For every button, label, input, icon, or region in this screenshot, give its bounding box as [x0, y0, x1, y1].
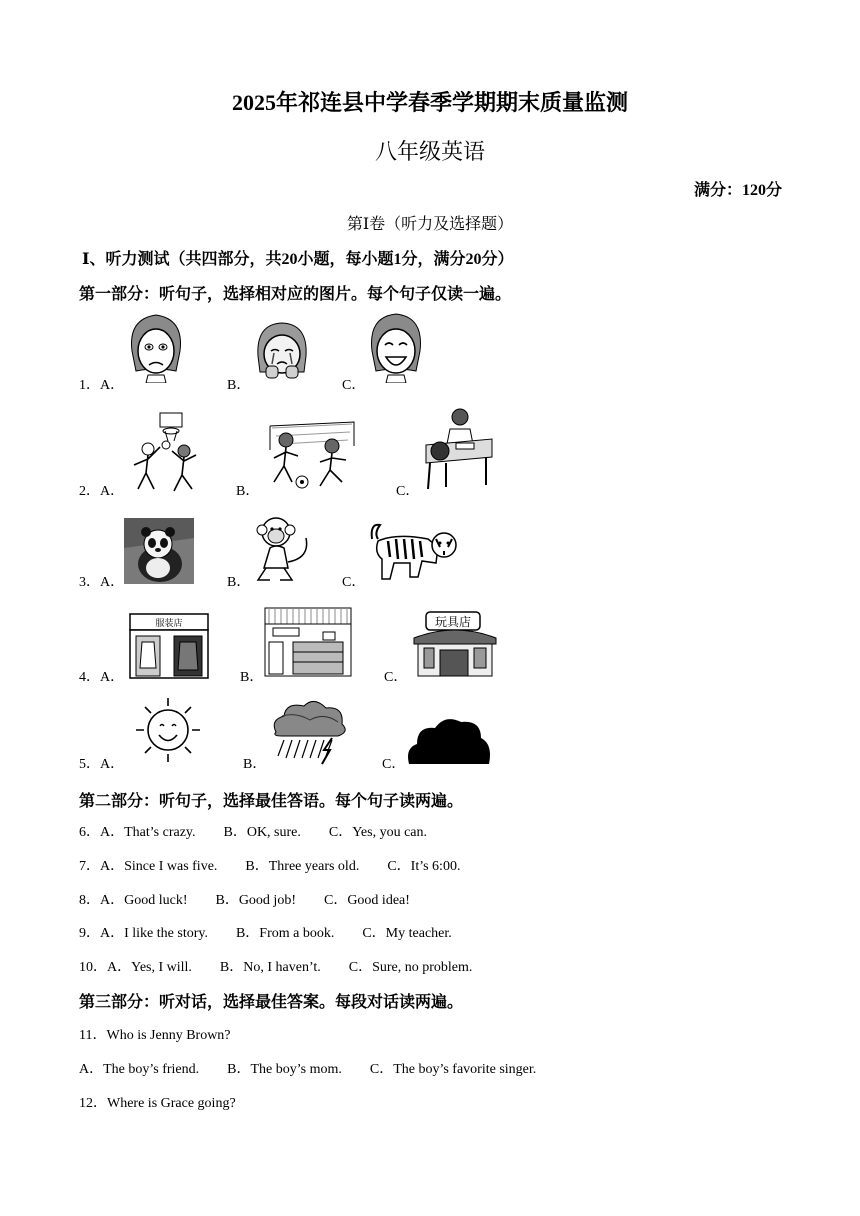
q5-label: 5．A． [79, 757, 125, 772]
q2-basketball-image [126, 411, 206, 493]
q6-item: 6．A．That’s crazy. B．OK, sure. C．Yes, you can. [79, 825, 428, 840]
q3-monkey-image [250, 514, 312, 584]
q9-item: 9．A．I like the story. B．From a book. C．My teacher. [79, 926, 452, 941]
q5-label-c: C． [382, 757, 406, 772]
q4-clothes-shop-image [128, 612, 210, 680]
part3-heading: 第三部分：听对话，选择最佳答案。每段对话读两遍。 [79, 994, 464, 1011]
exam-title: 2025年祁连县中学春季学期期末质量监测 [231, 90, 628, 115]
q8-item: 8．A．Good luck! B．Good job! C．Good idea! [79, 893, 410, 908]
q1-crying-girl-image [252, 320, 312, 382]
q3-label-c: C． [342, 575, 366, 590]
q2-soccer-image [262, 416, 362, 492]
q5-label-b: B． [243, 757, 267, 772]
q7-item: 7．A．Since I was five. B．Three years old. C．It’s 6:00. [79, 859, 461, 874]
q3-panda-image [124, 518, 194, 584]
q5-sunny-image [126, 694, 210, 766]
full-score: 满分：120分 [693, 182, 782, 199]
exam-subtitle: 八年级英语 [374, 139, 485, 164]
q2-label-c: C． [396, 484, 420, 499]
q4-bookstore-image [263, 606, 353, 678]
q3-label: 3．A． [79, 575, 125, 590]
q5-rainy-image [266, 696, 352, 766]
section-i-heading: Ⅰ、听力测试（共四部分，共20小题，每小题1分，满分20分） [82, 251, 514, 268]
part1-heading: 第一部分：听句子，选择相对应的图片。每个句子仅读一遍。 [79, 286, 512, 303]
q4-toy-shop-image [410, 604, 500, 678]
q1-label-c: C． [342, 378, 366, 393]
q3-tiger-image [366, 517, 460, 581]
shop-a-sign: 服装店 [155, 619, 183, 629]
q1-happy-girl-image [366, 311, 426, 383]
shop-c-sign: 玩具店 [434, 615, 472, 629]
q2-label: 2．A． [79, 484, 125, 499]
q1-sad-girl-image [126, 311, 186, 383]
q3-label-b: B． [227, 575, 251, 590]
q1-label: 1．A． [79, 378, 125, 393]
volume-heading: 第Ⅰ卷（听力及选择题） [346, 216, 514, 233]
q10-item: 10．A．Yes, I will. B．No, I haven’t. C．Sure, no problem. [79, 960, 473, 975]
q2-label-b: B． [236, 484, 260, 499]
part2-heading: 第二部分：听句子，选择最佳答语。每个句子读两遍。 [79, 793, 464, 810]
q4-label: 4．A． [79, 670, 125, 685]
q12-question: 12．Where is Grace going? [79, 1096, 236, 1111]
q4-label-c: C． [384, 670, 408, 685]
q2-homework-image [420, 405, 496, 491]
q5-cloudy-image [405, 714, 493, 766]
q1-label-b: B． [227, 378, 251, 393]
q11-options: A．The boy’s friend. B．The boy’s mom. C．The boy’s favorite singer. [79, 1062, 537, 1077]
q11-question: 11．Who is Jenny Brown? [79, 1028, 231, 1043]
q4-label-b: B． [240, 670, 264, 685]
